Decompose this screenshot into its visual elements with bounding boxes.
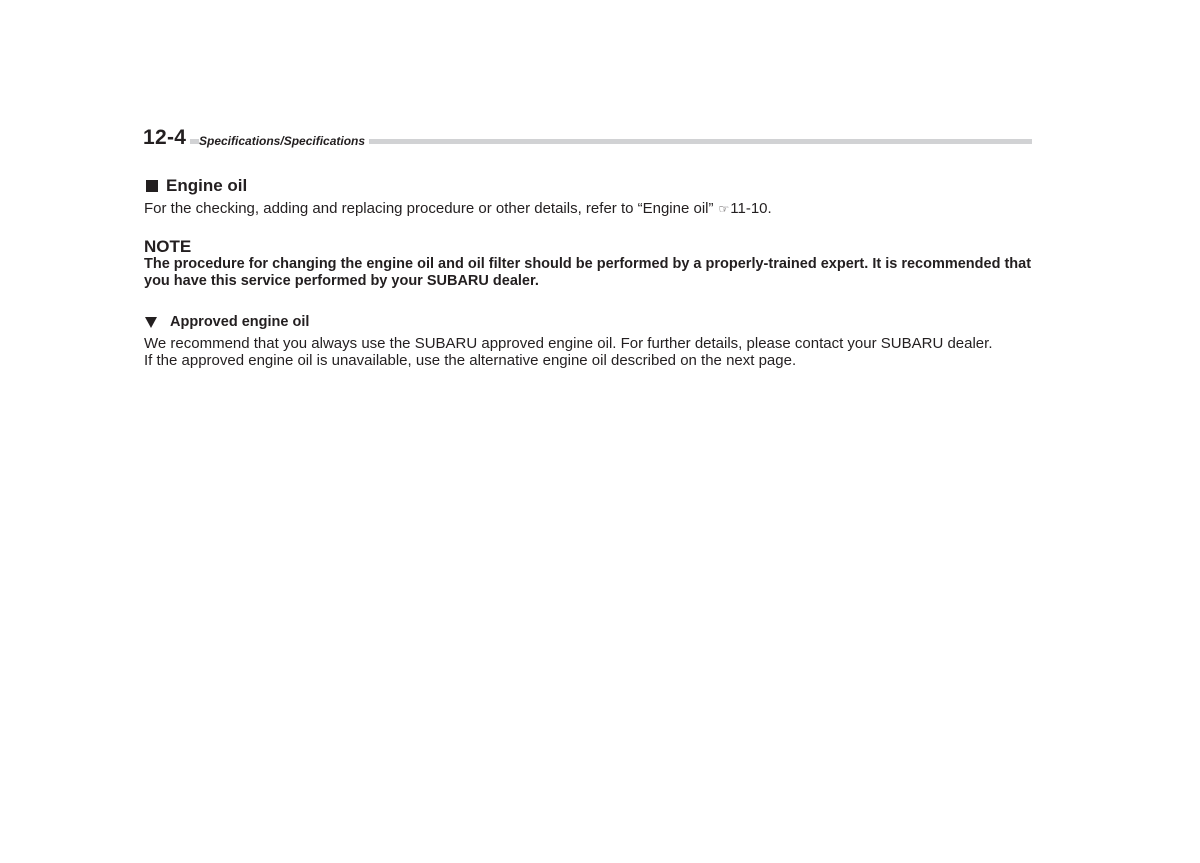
note-title: NOTE: [144, 237, 192, 256]
engine-oil-intro-text: For the checking, adding and replacing procedure or other details, refer to “Engine oil”: [144, 200, 714, 217]
pointing-hand-icon: ☞: [718, 202, 730, 216]
page-content: [144, 175, 1034, 369]
approved-oil-line-1: We recommend that you always use the SUBARU approved engine oil. For further details, please contact your SUBARU dealer.: [144, 335, 993, 352]
note-text: The procedure for changing the engine oil and oil filter should be performed by a properly-trained expert. It is recommended that you have this service performed by your SUBARU dealer.: [144, 256, 1032, 289]
note-block: [144, 238, 1034, 290]
approved-oil-heading: [144, 313, 1034, 331]
reference-page-link[interactable]: 11-10.: [730, 200, 772, 217]
approved-oil-section: [144, 313, 1034, 369]
engine-oil-heading-text: Engine oil: [166, 176, 248, 195]
approved-oil-line-2: If the approved engine oil is unavailable, use the alternative engine oil described on the next page.: [144, 352, 797, 369]
section-title: Specifications/Specifications: [199, 134, 369, 149]
page-header: [143, 124, 1032, 150]
page-number: 12-4: [143, 126, 190, 150]
engine-oil-heading: [144, 175, 1034, 196]
square-bullet-icon: [146, 180, 158, 192]
approved-oil-heading-text: Approved engine oil: [170, 314, 310, 330]
engine-oil-intro: [144, 200, 1034, 218]
triangle-bullet-icon: [145, 317, 157, 328]
